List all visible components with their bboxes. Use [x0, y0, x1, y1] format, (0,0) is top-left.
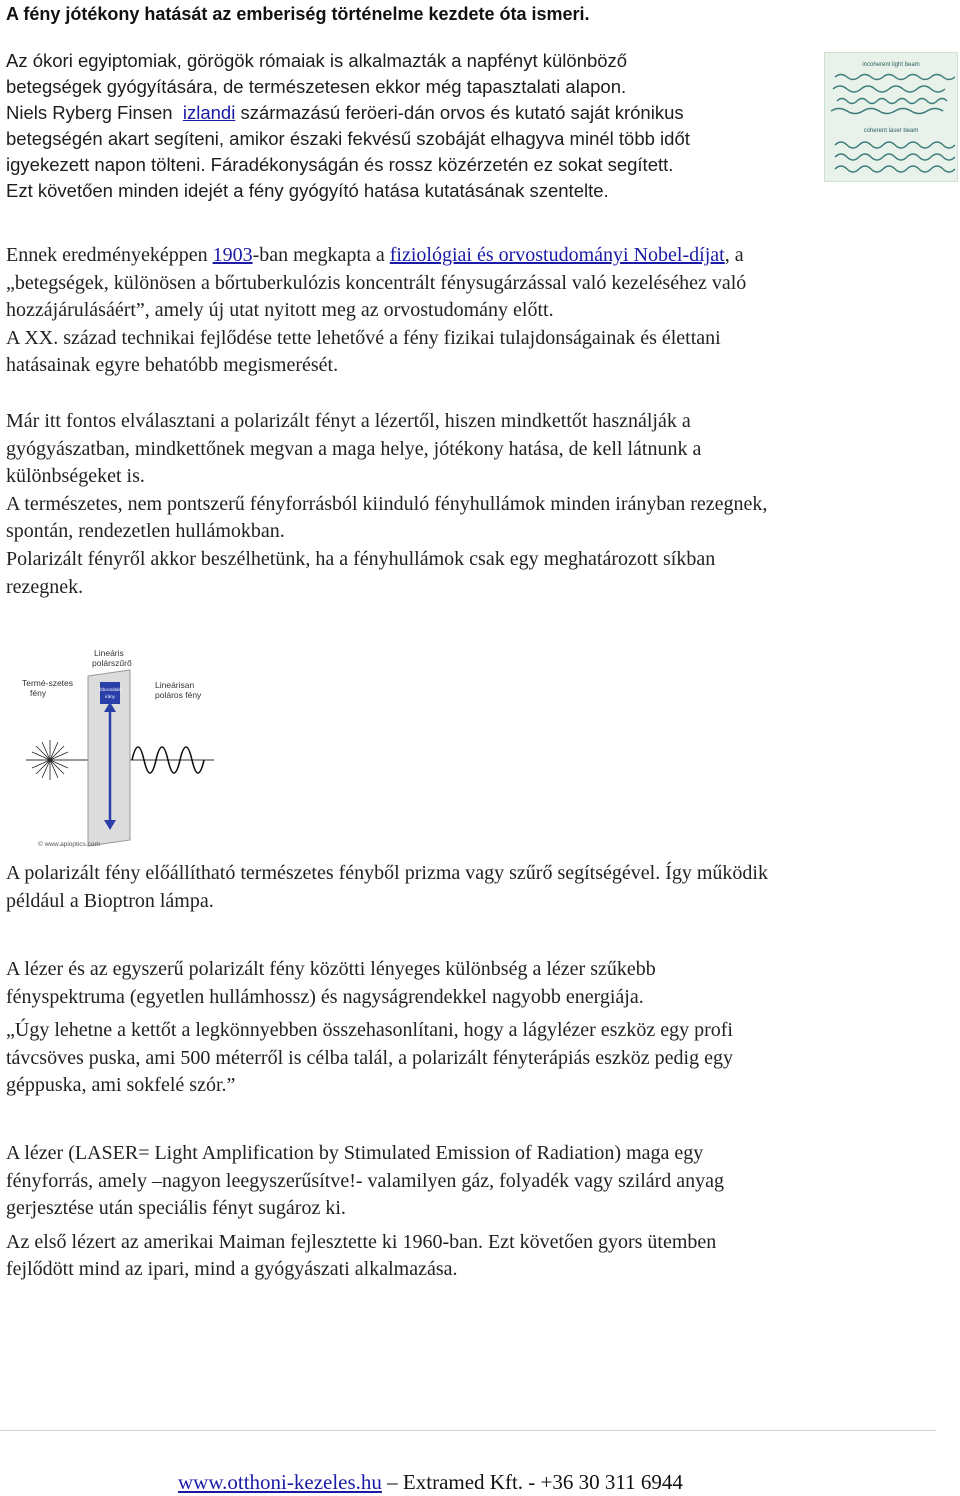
- compare-line-1: A lézer és az egyszerű polarizált fény közötti lényeges különbség a lézer szűkebb: [6, 958, 656, 980]
- natural-light-label-2: fény: [30, 688, 47, 698]
- light-waves-image: [824, 52, 958, 182]
- bioptron-line-1: A polarizált fény előállítható természetes fényből prizma vagy szűrő segítségével. Így működik: [6, 862, 768, 884]
- footer-divider: [0, 1430, 936, 1431]
- bioptron-paragraph: [6, 860, 946, 915]
- compare-line-5: géppuska, ami sokfelé szór.”: [6, 1074, 236, 1097]
- incoherent-label: incoherent light beam: [862, 62, 920, 68]
- incoherent-waves: [831, 75, 955, 114]
- polarization-diagram-svg: [18, 640, 218, 852]
- izlandi-link[interactable]: izlandi: [182, 102, 236, 123]
- polarized-label-2: poláros fény: [155, 690, 202, 700]
- natural-light-label-1: Termé-szetes: [22, 678, 74, 688]
- footer: [178, 1468, 683, 1496]
- polar-line-6: Polarizált fényről akkor beszélhetünk, ha a fényhullámok csak egy meghatározott síkban: [6, 547, 716, 570]
- website-link[interactable]: www.otthoni-kezeles.hu: [178, 1470, 382, 1494]
- coherent-label: coherent laser beam: [863, 128, 919, 134]
- year-1903-link[interactable]: 1903: [212, 244, 253, 266]
- nobel-mid-text: -ban megkapta a: [252, 244, 385, 266]
- nobel-line-1: [6, 242, 946, 270]
- nobel-pre-text: Ennek eredményeképpen: [6, 244, 208, 266]
- laser-line-4: Az első lézert az amerikai Maiman fejlesztette ki 1960-ban. Ezt követően gyors ütemben: [6, 1230, 717, 1253]
- nobel-line-5: hatásainak egyre behatóbb megismerését.: [6, 354, 339, 377]
- compare-line-3: „Úgy lehetne a kettőt a legkönnyebben összehasonlítani, hogy a lágylézer eszköz egy profi: [6, 1019, 733, 1042]
- finsen-line-2: betegségén akart segíteni, amikor északi fekvésű szobáját elhagyva minél több időt: [6, 128, 690, 149]
- finsen-line-1-text: származású feröeri-dán orvos és kutató saját krónikus: [240, 102, 684, 123]
- polar-line-3: különbségeket is.: [6, 465, 145, 488]
- polarization-paragraph: [6, 408, 946, 601]
- finsen-name: Niels Ryberg Finsen: [6, 102, 173, 123]
- filter-label-2: polárszűrő: [92, 658, 132, 668]
- finsen-line-1: [6, 100, 816, 126]
- polar-line-4: A természetes, nem pontszerű fényforrásból kiinduló fényhullámok minden irányban rezegnek,: [6, 492, 768, 515]
- polar-line-1: Már itt fontos elválasztani a polarizált fényt a lézertől, hiszen mindkettőt használják a: [6, 410, 691, 432]
- intro-line-1: Az ókori egyiptomiak, görögök rómaiak is alkalmazták a napfényt különböző: [6, 50, 628, 71]
- polar-line-7: rezegnek.: [6, 575, 84, 598]
- coherent-waves: [835, 142, 955, 172]
- polarization-diagram: [18, 640, 218, 852]
- polar-line-5: spontán, rendezetlen hullámokban.: [6, 520, 285, 543]
- filter-label-1: Lineáris: [94, 648, 124, 658]
- transmission-label-1: Átbocsátási: [98, 687, 122, 692]
- nobel-line-4: A XX. század technikai fejlődése tette lehetővé a fény fizikai tulajdonságainak és élettani: [6, 326, 721, 349]
- polar-line-2: gyógyászatban, mindkettőnek megvan a maga helye, jótékony hatása, de kell látnunk a: [6, 437, 702, 460]
- laser-line-1: A lézer (LASER= Light Amplification by Stimulated Emission of Radiation) maga egy: [6, 1142, 704, 1164]
- polarized-label-1: Lineárisan: [155, 680, 195, 690]
- nobel-post-text: , a: [724, 244, 744, 266]
- laser-line-3: gerjesztése után speciális fényt sugároz ki.: [6, 1197, 346, 1220]
- laser-line-2: fényforrás, amely –nagyon leegyszerűsítve!- valamilyen gáz, folyadék vagy szilárd anyag: [6, 1169, 725, 1192]
- laser-definition-paragraph: [6, 1140, 946, 1284]
- nobel-prize-link[interactable]: fiziológiai és orvostudományi Nobel-díjat: [389, 244, 725, 266]
- footer-contact: – Extramed Kft. - +36 30 311 6944: [381, 1470, 683, 1494]
- intro-paragraph: [6, 48, 816, 204]
- transmission-label-2: irány: [105, 694, 115, 699]
- compare-line-2: fényspektruma (egyetlen hullámhossz) és nagyságrendekkel nagyobb energiája.: [6, 985, 644, 1008]
- nobel-line-3: hozzájárulásáért”, amely új utat nyitott meg az orvostudomány előtt.: [6, 299, 554, 322]
- nobel-paragraph: [6, 242, 946, 380]
- image-source: © www.apioptics.com: [38, 841, 100, 848]
- intro-title: A fény jótékony hatását az emberiség történelme kezdete óta ismeri.: [6, 4, 590, 24]
- finsen-line-4: Ezt követően minden idejét a fény gyógyító hatása kutatásának szentelte.: [6, 180, 609, 201]
- laser-compare-paragraph: [6, 956, 946, 1100]
- transmission-axis-box: [100, 682, 120, 704]
- waves-svg: [825, 53, 957, 181]
- laser-line-5: fejlődött mind az ipari, mind a gyógyászati alkalmazása.: [6, 1258, 458, 1281]
- bioptron-line-2: például a Bioptron lámpa.: [6, 889, 214, 912]
- finsen-line-3: igyekezett napon tölteni. Fáradékonyságán és rossz közérzetén ez sokat segített.: [6, 154, 674, 175]
- intro-line-2: betegségek gyógyítására, de természetesen ekkor még tapasztalati alapon.: [6, 76, 627, 97]
- compare-line-4: távcsöves puska, ami 500 méterről is célba talál, a polarizált fényterápiás eszköz pedig egy: [6, 1046, 733, 1069]
- nobel-line-2: „betegségek, különösen a bőrtuberkulózis koncentrált fénysugárzással való kezeléséhez való: [6, 271, 747, 294]
